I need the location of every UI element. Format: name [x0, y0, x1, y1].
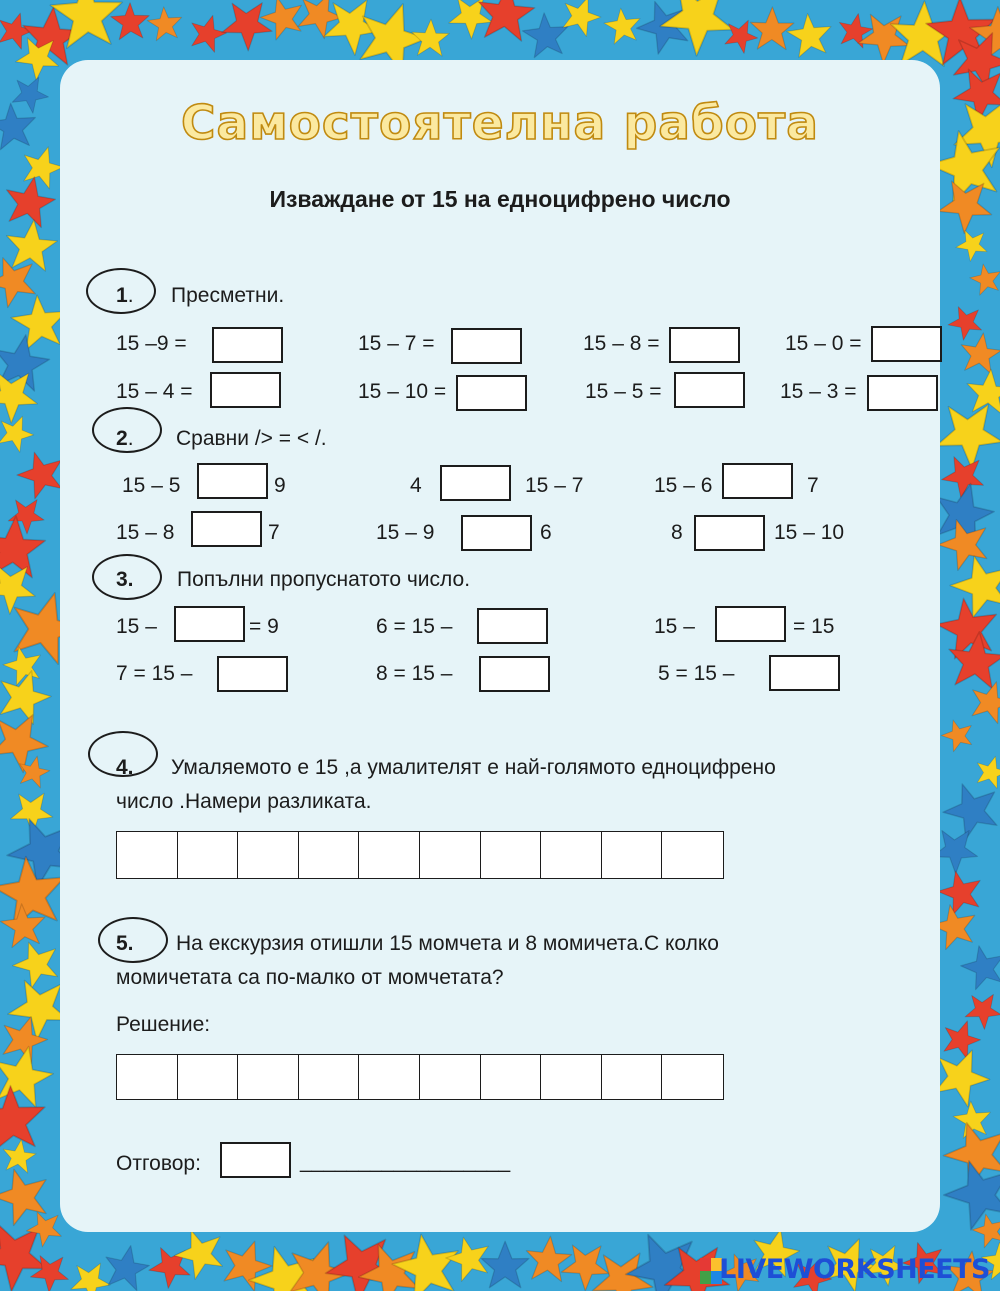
compare-left: 8 — [671, 521, 683, 544]
task5-text-line1: На екскурзия отишли 15 момчета и 8 момичета.С колко — [176, 932, 719, 955]
answer-line[interactable]: __________________ — [300, 1150, 511, 1173]
grid-cell[interactable] — [602, 1055, 663, 1099]
grid-cell[interactable] — [420, 832, 481, 878]
starfish-decoration — [967, 258, 1000, 299]
grid-cell[interactable] — [117, 832, 178, 878]
fill-left: 5 = 15 – — [658, 662, 735, 685]
task1-number: 1. — [116, 284, 134, 307]
answer-box[interactable] — [456, 375, 527, 411]
starfish-decoration — [145, 2, 189, 46]
missing-number-box[interactable] — [174, 606, 245, 642]
starfish-decoration — [957, 938, 1000, 996]
task1-expr: 15 – 5 = — [585, 380, 662, 403]
answer-box[interactable] — [867, 375, 938, 411]
grid-cell[interactable] — [662, 832, 723, 878]
starfish-decoration — [784, 7, 840, 64]
page-title: Самостоятелна работа — [181, 96, 819, 151]
grid-cell[interactable] — [662, 1055, 723, 1099]
starfish-decoration — [938, 713, 981, 756]
starfish-decoration — [557, 0, 606, 39]
grid-cell[interactable] — [117, 1055, 178, 1099]
compare-left: 15 – 8 — [116, 521, 175, 544]
compare-left: 15 – 6 — [654, 474, 713, 497]
starfish-decoration — [965, 367, 1000, 415]
task1-expr: 15 – 7 = — [358, 332, 435, 355]
starfish-decoration — [972, 752, 1000, 790]
task1-expr: 15 – 0 = — [785, 332, 862, 355]
compare-box[interactable] — [191, 511, 262, 547]
grid-cell[interactable] — [541, 832, 602, 878]
compare-box[interactable] — [440, 465, 511, 501]
compare-right: 15 – 10 — [774, 521, 845, 544]
starfish-decoration — [720, 13, 763, 56]
grid-cell[interactable] — [299, 832, 360, 878]
compare-box[interactable] — [722, 463, 793, 499]
grid-cell[interactable] — [238, 1055, 299, 1099]
task1-expr: 15 –9 = — [116, 332, 187, 355]
task1-expr: 15 – 3 = — [780, 380, 857, 403]
fill-left: 15 – — [654, 615, 695, 638]
compare-left: 15 – 5 — [122, 474, 181, 497]
starfish-decoration — [965, 676, 1000, 726]
grid-cell[interactable] — [481, 832, 542, 878]
grid-cell[interactable] — [178, 1055, 239, 1099]
answer-box[interactable] — [871, 326, 942, 362]
starfish-decoration — [101, 1241, 153, 1291]
task2-number: 2. — [116, 427, 134, 450]
task1-instruction: Пресметни. — [171, 284, 285, 307]
task1-expr: 15 – 4 = — [116, 380, 193, 403]
answer-box[interactable] — [451, 328, 522, 364]
fill-left: 6 = 15 – — [376, 615, 453, 638]
compare-box[interactable] — [694, 515, 765, 551]
grid-cell[interactable] — [359, 1055, 420, 1099]
grid-cell[interactable] — [420, 1055, 481, 1099]
answer-label: Отговор: — [116, 1152, 201, 1175]
fill-left: 15 – — [116, 615, 157, 638]
compare-left: 4 — [410, 474, 422, 497]
grid-cell[interactable] — [481, 1055, 542, 1099]
starfish-decoration — [411, 19, 450, 57]
compare-right: 15 – 7 — [525, 474, 584, 497]
answer-box[interactable] — [210, 372, 281, 408]
compare-box[interactable] — [197, 463, 268, 499]
starfish-decoration — [938, 1015, 985, 1062]
missing-number-box[interactable] — [477, 608, 548, 644]
solution-label: Решение: — [116, 1013, 211, 1036]
starfish-decoration — [481, 1241, 529, 1287]
task5-text-line2: момичетата са по-малко от момчетата? — [116, 966, 504, 989]
page-subtitle: Изваждане от 15 на едноцифрено число — [269, 186, 731, 212]
starfish-decoration — [524, 1234, 573, 1282]
grid-cell[interactable] — [178, 832, 239, 878]
missing-number-box[interactable] — [479, 656, 550, 692]
compare-right: 7 — [268, 521, 280, 544]
task4-text-line2: число .Намери разликата. — [116, 790, 372, 813]
grid-cell[interactable] — [541, 1055, 602, 1099]
compare-right: 9 — [274, 474, 286, 497]
grid-cell[interactable] — [299, 1055, 360, 1099]
task4-text-line1: Умаляемото е 15 ,а умалителят е най-голямото едноцифрено — [171, 756, 776, 779]
task1-expr: 15 – 10 = — [358, 380, 447, 403]
starfish-decoration — [750, 7, 794, 50]
missing-number-box[interactable] — [715, 606, 786, 642]
grid-cell[interactable] — [602, 832, 663, 878]
answer-box[interactable] — [669, 327, 740, 363]
starfish-decoration — [952, 222, 995, 265]
answer-box[interactable] — [212, 327, 283, 363]
brand-name: LIVEWORKSHEETS — [719, 1254, 990, 1285]
compare-left: 15 – 9 — [376, 521, 435, 544]
task1-expr: 15 – 8 = — [583, 332, 660, 355]
fill-right: = 9 — [249, 615, 279, 638]
missing-number-box[interactable] — [769, 655, 840, 691]
grid-cell[interactable] — [238, 832, 299, 878]
missing-number-box[interactable] — [217, 656, 288, 692]
task4-answer-grid[interactable] — [116, 831, 724, 879]
task3-instruction: Попълни пропуснатото число. — [177, 568, 471, 591]
task5-number: 5. — [116, 932, 134, 955]
starfish-decoration — [519, 6, 577, 64]
task2-instruction: Сравни /> = < /. — [176, 427, 327, 450]
starfish-decoration — [934, 863, 992, 922]
fill-right: = 15 — [793, 615, 835, 638]
fill-left: 7 = 15 – — [116, 662, 193, 685]
fill-left: 8 = 15 – — [376, 662, 453, 685]
task4-number: 4. — [116, 756, 134, 779]
task3-number: 3. — [116, 568, 134, 591]
compare-right: 6 — [540, 521, 552, 544]
grid-cell[interactable] — [359, 832, 420, 878]
starfish-decoration — [215, 0, 282, 56]
task5-solution-grid[interactable] — [116, 1054, 724, 1100]
answer-box[interactable] — [674, 372, 745, 408]
compare-right: 7 — [807, 474, 819, 497]
answer-number-box[interactable] — [220, 1142, 291, 1178]
compare-box[interactable] — [461, 515, 532, 551]
starfish-decoration — [0, 409, 39, 454]
